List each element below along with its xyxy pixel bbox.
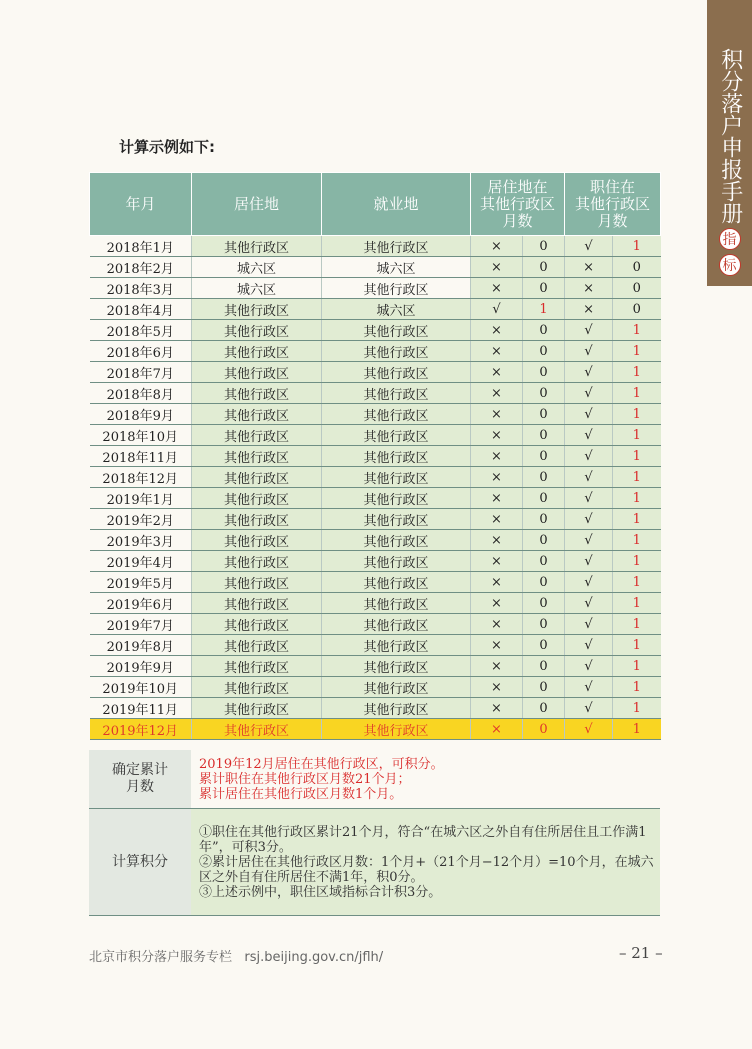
workplace-cell: 其他行政区: [322, 488, 471, 509]
residence-count-cell: 1: [523, 299, 565, 320]
header-month: 年月: [90, 173, 192, 236]
table-row: [90, 635, 661, 656]
live-work-count-cell: 1: [613, 509, 661, 530]
calc-line-2: ②累计居住在其他行政区月数：1个月+（21个月−12个月）=10个月，在城六区之外自有住所居住不满1年，积0分。: [199, 854, 654, 885]
table-row: [90, 509, 661, 530]
residence-mark-cell: ×: [471, 551, 523, 572]
workplace-cell: 城六区: [322, 299, 471, 320]
residence-count-cell: 0: [523, 425, 565, 446]
residence-cell: 其他行政区: [192, 698, 322, 719]
live-work-mark-cell: √: [565, 572, 613, 593]
residence-count-cell: 0: [523, 530, 565, 551]
confirm-line-2: 累计职住在其他行政区月数21个月；: [199, 771, 411, 787]
residence-mark-cell: ×: [471, 572, 523, 593]
residence-count-cell: 0: [523, 341, 565, 362]
residence-mark-cell: ×: [471, 425, 523, 446]
residence-mark-cell: ×: [471, 509, 523, 530]
residence-count-cell: 0: [523, 593, 565, 614]
workplace-cell: 其他行政区: [322, 719, 471, 740]
residence-mark-cell: ×: [471, 677, 523, 698]
calc-line-3: ③上述示例中，职住区域指标合计积3分。: [199, 884, 442, 900]
residence-cell: 其他行政区: [192, 677, 322, 698]
month-cell: 2019年3月: [90, 530, 192, 551]
residence-count-cell: 0: [523, 635, 565, 656]
confirm-months-label: 确定累计 月数: [89, 750, 191, 809]
summary-table: [89, 750, 660, 916]
residence-count-cell: 0: [523, 236, 565, 257]
workplace-cell: 其他行政区: [322, 593, 471, 614]
residence-count-cell: 0: [523, 446, 565, 467]
live-work-mark-cell: √: [565, 614, 613, 635]
residence-count-cell: 0: [523, 467, 565, 488]
residence-cell: 其他行政区: [192, 635, 322, 656]
header-workplace: 就业地: [322, 173, 471, 236]
month-cell: 2019年2月: [90, 509, 192, 530]
chapter-side-tab: [707, 0, 752, 286]
residence-mark-cell: ×: [471, 635, 523, 656]
residence-mark-cell: ×: [471, 467, 523, 488]
month-cell: 2018年3月: [90, 278, 192, 299]
month-cell: 2018年6月: [90, 341, 192, 362]
confirm-line-1: 2019年12月居住在其他行政区，可积分。: [199, 756, 444, 772]
live-work-mark-cell: √: [565, 530, 613, 551]
workplace-cell: 其他行政区: [322, 467, 471, 488]
live-work-mark-cell: √: [565, 635, 613, 656]
residence-count-cell: 0: [523, 257, 565, 278]
chapter-title: 积分落户申报手册: [717, 48, 743, 224]
residence-mark-cell: ×: [471, 341, 523, 362]
residence-mark-cell: ×: [471, 320, 523, 341]
table-row: [90, 362, 661, 383]
residence-count-cell: 0: [523, 698, 565, 719]
residence-count-cell: 0: [523, 278, 565, 299]
live-work-count-cell: 0: [613, 299, 661, 320]
table-row: [90, 257, 661, 278]
live-work-mark-cell: √: [565, 719, 613, 740]
residence-count-cell: 0: [523, 677, 565, 698]
month-cell: 2018年2月: [90, 257, 192, 278]
live-work-count-cell: 1: [613, 236, 661, 257]
workplace-cell: 其他行政区: [322, 635, 471, 656]
table-row: [90, 320, 661, 341]
residence-cell: 其他行政区: [192, 593, 322, 614]
live-work-mark-cell: √: [565, 383, 613, 404]
residence-count-cell: 0: [523, 719, 565, 740]
table-row: [90, 383, 661, 404]
residence-cell: 其他行政区: [192, 509, 322, 530]
residence-mark-cell: ×: [471, 719, 523, 740]
header-live-work-other-months: 职住在 其他行政区 月数: [565, 173, 661, 236]
residence-count-cell: 0: [523, 572, 565, 593]
residence-cell: 其他行政区: [192, 572, 322, 593]
residence-mark-cell: ×: [471, 614, 523, 635]
header-residence: 居住地: [192, 173, 322, 236]
table-row: [90, 488, 661, 509]
live-work-mark-cell: ×: [565, 278, 613, 299]
confirm-line-3: 累计居住在其他行政区月数1个月。: [199, 786, 403, 802]
live-work-count-cell: 1: [613, 488, 661, 509]
month-cell: 2018年12月: [90, 467, 192, 488]
calc-line-1: ①职住在其他行政区累计21个月，符合“在城六区之外自有住所居住且工作满1年”，可积3分。: [199, 824, 647, 855]
live-work-mark-cell: √: [565, 341, 613, 362]
live-work-count-cell: 1: [613, 551, 661, 572]
residence-cell: 其他行政区: [192, 614, 322, 635]
workplace-cell: 其他行政区: [322, 341, 471, 362]
live-work-count-cell: 1: [613, 635, 661, 656]
residence-cell: 其他行政区: [192, 530, 322, 551]
residence-count-cell: 0: [523, 320, 565, 341]
month-cell: 2019年7月: [90, 614, 192, 635]
workplace-cell: 其他行政区: [322, 614, 471, 635]
summary-row-calc: [89, 809, 660, 916]
residence-cell: 其他行政区: [192, 467, 322, 488]
live-work-mark-cell: ×: [565, 257, 613, 278]
confirm-months-text: [191, 750, 660, 809]
example-heading: 计算示例如下:: [119, 138, 215, 156]
table-row: [90, 236, 661, 257]
residence-mark-cell: ×: [471, 257, 523, 278]
calc-points-text: [191, 809, 660, 916]
table-row: [90, 656, 661, 677]
residence-mark-cell: ×: [471, 278, 523, 299]
residence-mark-cell: ×: [471, 698, 523, 719]
table-row: [90, 698, 661, 719]
residence-count-cell: 0: [523, 509, 565, 530]
live-work-count-cell: 1: [613, 656, 661, 677]
live-work-mark-cell: √: [565, 320, 613, 341]
table-row: [90, 278, 661, 299]
live-work-count-cell: 1: [613, 614, 661, 635]
header-residence-other-months: 居住地在 其他行政区 月数: [471, 173, 565, 236]
section-seal-1: 指: [719, 228, 741, 250]
residence-cell: 其他行政区: [192, 299, 322, 320]
residence-count-cell: 0: [523, 614, 565, 635]
live-work-count-cell: 1: [613, 572, 661, 593]
month-cell: 2019年8月: [90, 635, 192, 656]
residence-cell: 其他行政区: [192, 236, 322, 257]
summary-row-confirm: [89, 750, 660, 809]
live-work-count-cell: 1: [613, 677, 661, 698]
workplace-cell: 其他行政区: [322, 551, 471, 572]
live-work-count-cell: 1: [613, 383, 661, 404]
live-work-count-cell: 1: [613, 320, 661, 341]
workplace-cell: 其他行政区: [322, 236, 471, 257]
month-cell: 2019年6月: [90, 593, 192, 614]
residence-count-cell: 0: [523, 404, 565, 425]
workplace-cell: 城六区: [322, 257, 471, 278]
table-row: [90, 677, 661, 698]
footer-site: 北京市积分落户服务专栏 rsj.beijing.gov.cn/jflh/: [89, 950, 384, 965]
month-cell: 2019年4月: [90, 551, 192, 572]
table-header-row: [90, 173, 661, 236]
residence-cell: 其他行政区: [192, 404, 322, 425]
table-row: [90, 719, 661, 740]
table-row: [90, 341, 661, 362]
month-cell: 2019年5月: [90, 572, 192, 593]
table-row: [90, 425, 661, 446]
live-work-mark-cell: √: [565, 446, 613, 467]
table-row: [90, 299, 661, 320]
live-work-count-cell: 1: [613, 719, 661, 740]
residence-count-cell: 0: [523, 488, 565, 509]
residence-cell: 其他行政区: [192, 341, 322, 362]
month-cell: 2018年5月: [90, 320, 192, 341]
residence-mark-cell: ×: [471, 656, 523, 677]
live-work-count-cell: 1: [613, 530, 661, 551]
residence-cell: 城六区: [192, 257, 322, 278]
live-work-count-cell: 1: [613, 404, 661, 425]
live-work-count-cell: 1: [613, 362, 661, 383]
table-row: [90, 404, 661, 425]
table-row: [90, 530, 661, 551]
month-cell: 2018年11月: [90, 446, 192, 467]
live-work-mark-cell: ×: [565, 299, 613, 320]
live-work-count-cell: 1: [613, 341, 661, 362]
month-cell: 2019年1月: [90, 488, 192, 509]
live-work-mark-cell: √: [565, 509, 613, 530]
residence-cell: 其他行政区: [192, 425, 322, 446]
month-cell: 2018年4月: [90, 299, 192, 320]
residence-cell: 其他行政区: [192, 719, 322, 740]
live-work-mark-cell: √: [565, 593, 613, 614]
live-work-count-cell: 1: [613, 593, 661, 614]
month-cell: 2019年12月: [90, 719, 192, 740]
live-work-mark-cell: √: [565, 656, 613, 677]
live-work-count-cell: 1: [613, 446, 661, 467]
live-work-count-cell: 0: [613, 278, 661, 299]
live-work-mark-cell: √: [565, 551, 613, 572]
workplace-cell: 其他行政区: [322, 425, 471, 446]
live-work-mark-cell: √: [565, 362, 613, 383]
month-cell: 2018年10月: [90, 425, 192, 446]
workplace-cell: 其他行政区: [322, 446, 471, 467]
live-work-mark-cell: √: [565, 425, 613, 446]
residence-cell: 其他行政区: [192, 320, 322, 341]
residence-calculation-table: [89, 172, 661, 740]
month-cell: 2019年11月: [90, 698, 192, 719]
table-row: [90, 614, 661, 635]
residence-mark-cell: ×: [471, 488, 523, 509]
live-work-mark-cell: √: [565, 236, 613, 257]
month-cell: 2018年8月: [90, 383, 192, 404]
residence-cell: 其他行政区: [192, 362, 322, 383]
workplace-cell: 其他行政区: [322, 320, 471, 341]
residence-cell: 其他行政区: [192, 446, 322, 467]
live-work-mark-cell: √: [565, 488, 613, 509]
section-seal-2: 标: [719, 254, 741, 276]
table-row: [90, 593, 661, 614]
month-cell: 2019年10月: [90, 677, 192, 698]
calc-points-label: 计算积分: [89, 809, 191, 916]
month-cell: 2018年9月: [90, 404, 192, 425]
table-row: [90, 551, 661, 572]
residence-mark-cell: ×: [471, 236, 523, 257]
live-work-mark-cell: √: [565, 677, 613, 698]
residence-mark-cell: ×: [471, 530, 523, 551]
live-work-mark-cell: √: [565, 698, 613, 719]
workplace-cell: 其他行政区: [322, 572, 471, 593]
residence-cell: 城六区: [192, 278, 322, 299]
live-work-count-cell: 1: [613, 467, 661, 488]
residence-mark-cell: √: [471, 299, 523, 320]
table-row: [90, 446, 661, 467]
workplace-cell: 其他行政区: [322, 278, 471, 299]
residence-count-cell: 0: [523, 383, 565, 404]
workplace-cell: 其他行政区: [322, 656, 471, 677]
residence-mark-cell: ×: [471, 383, 523, 404]
workplace-cell: 其他行政区: [322, 509, 471, 530]
live-work-count-cell: 0: [613, 257, 661, 278]
live-work-count-cell: 1: [613, 425, 661, 446]
residence-mark-cell: ×: [471, 404, 523, 425]
workplace-cell: 其他行政区: [322, 362, 471, 383]
workplace-cell: 其他行政区: [322, 698, 471, 719]
month-cell: 2019年9月: [90, 656, 192, 677]
workplace-cell: 其他行政区: [322, 383, 471, 404]
residence-cell: 其他行政区: [192, 488, 322, 509]
live-work-count-cell: 1: [613, 698, 661, 719]
workplace-cell: 其他行政区: [322, 530, 471, 551]
page-number: – 21 –: [619, 944, 663, 962]
month-cell: 2018年1月: [90, 236, 192, 257]
workplace-cell: 其他行政区: [322, 404, 471, 425]
live-work-mark-cell: √: [565, 404, 613, 425]
residence-mark-cell: ×: [471, 362, 523, 383]
residence-count-cell: 0: [523, 551, 565, 572]
residence-mark-cell: ×: [471, 593, 523, 614]
workplace-cell: 其他行政区: [322, 677, 471, 698]
residence-cell: 其他行政区: [192, 383, 322, 404]
residence-mark-cell: ×: [471, 446, 523, 467]
residence-cell: 其他行政区: [192, 551, 322, 572]
residence-count-cell: 0: [523, 656, 565, 677]
live-work-mark-cell: √: [565, 467, 613, 488]
table-row: [90, 467, 661, 488]
residence-count-cell: 0: [523, 362, 565, 383]
table-row: [90, 572, 661, 593]
month-cell: 2018年7月: [90, 362, 192, 383]
residence-cell: 其他行政区: [192, 656, 322, 677]
